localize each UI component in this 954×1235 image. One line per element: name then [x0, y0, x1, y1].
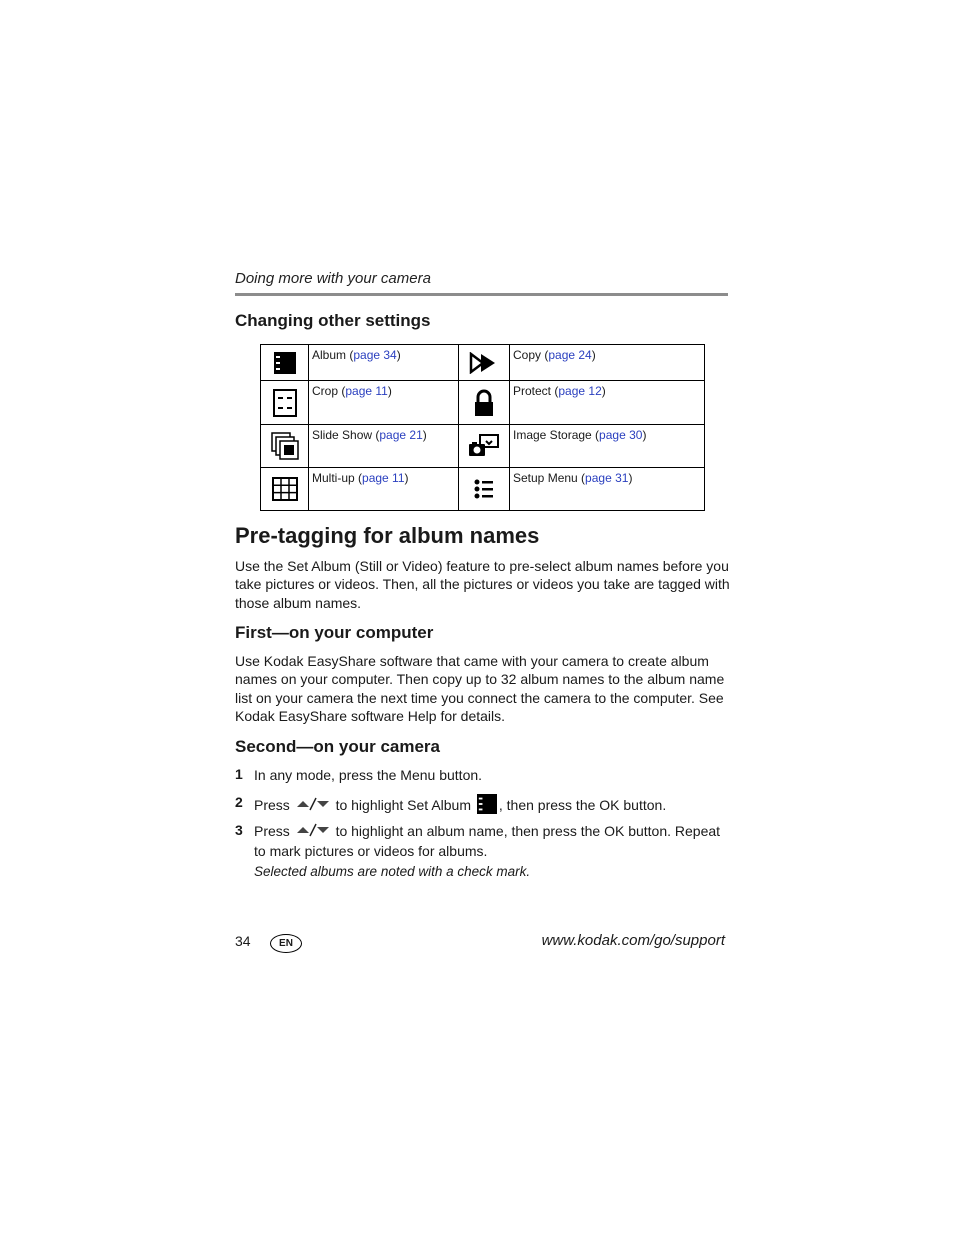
protect-setting: Protect (page 12)	[510, 381, 705, 425]
copy-icon	[459, 345, 509, 380]
crop-page-link[interactable]: page 11	[345, 384, 388, 398]
step-number-3: 3	[235, 822, 243, 838]
step-text-1: In any mode, press the Menu button.	[254, 767, 483, 783]
image-storage-icon-cell	[459, 425, 510, 468]
copy-icon-cell	[459, 345, 510, 381]
slide-show-icon	[261, 425, 308, 467]
header-rule	[235, 293, 728, 296]
image-storage-page-link[interactable]: page 30	[599, 428, 643, 442]
up-down-arrow-icon	[296, 797, 330, 815]
pre-tagging-intro: Use the Set Album (Still or Video) feature to pre-select album names before you take pictures or videos. Then, all the pictures or videos you take are tagged with those album names.	[235, 558, 730, 611]
step-text-2: Press to highlight Set Album , then press the OK button.	[254, 794, 730, 818]
step-number-2: 2	[235, 794, 243, 810]
album-icon-cell	[261, 345, 309, 381]
multi-up-page-link[interactable]: page 11	[362, 471, 405, 485]
protect-icon	[459, 381, 509, 424]
settings-table	[260, 344, 705, 511]
image-storage-icon	[459, 425, 509, 467]
section-title-second-camera: Second—on your camera	[235, 737, 441, 756]
section-title-pre-tagging: Pre-tagging for album names	[235, 523, 540, 548]
crop-icon	[261, 381, 308, 424]
protect-page-link[interactable]: page 12	[558, 384, 602, 398]
language-badge: EN	[270, 934, 302, 953]
running-header: Doing more with your camera	[235, 270, 431, 287]
setup-menu-page-link[interactable]: page 31	[585, 471, 629, 485]
step-number-1: 1	[235, 766, 243, 782]
setup-menu-setting: Setup Menu (page 31)	[510, 468, 705, 511]
slide-show-icon-cell	[261, 425, 309, 468]
step-text-3: Press to highlight an album name, then press the OK button. Repeat to mark pictures or videos for albums.	[254, 823, 721, 859]
album-icon	[477, 794, 497, 818]
page-number: 34	[235, 933, 251, 949]
multi-up-icon-cell	[261, 468, 309, 511]
album-page-link[interactable]: page 34	[353, 348, 397, 362]
first-computer-body: Use Kodak EasyShare software that came with your camera to create album names on your computer. Then copy up to 32 album names to the album name list on your camera the next time you connect the camera to the computer. See Kodak EasyShare software Help for details.	[235, 653, 725, 725]
up-down-arrow-icon	[296, 823, 330, 841]
copy-page-link[interactable]: page 24	[548, 348, 592, 362]
copy-setting: Copy (page 24)	[510, 345, 705, 381]
crop-setting: Crop (page 11)	[309, 381, 459, 425]
protect-icon-cell	[459, 381, 510, 425]
crop-icon-cell	[261, 381, 309, 425]
album-icon	[261, 345, 308, 380]
setup-menu-icon	[459, 468, 509, 510]
album-setting: Album (page 34)	[309, 345, 459, 381]
step-note: Selected albums are noted with a check mark.	[254, 864, 531, 879]
multi-up-icon	[261, 468, 308, 510]
support-url[interactable]: www.kodak.com/go/support	[541, 932, 725, 949]
slide-show-setting: Slide Show (page 21)	[309, 425, 459, 468]
section-title-changing-settings: Changing other settings	[235, 311, 431, 330]
setup-menu-icon-cell	[459, 468, 510, 511]
slide-show-page-link[interactable]: page 21	[379, 428, 423, 442]
multi-up-setting: Multi-up (page 11)	[309, 468, 459, 511]
section-title-first-computer: First—on your computer	[235, 623, 434, 642]
image-storage-setting: Image Storage (page 30)	[510, 425, 705, 468]
